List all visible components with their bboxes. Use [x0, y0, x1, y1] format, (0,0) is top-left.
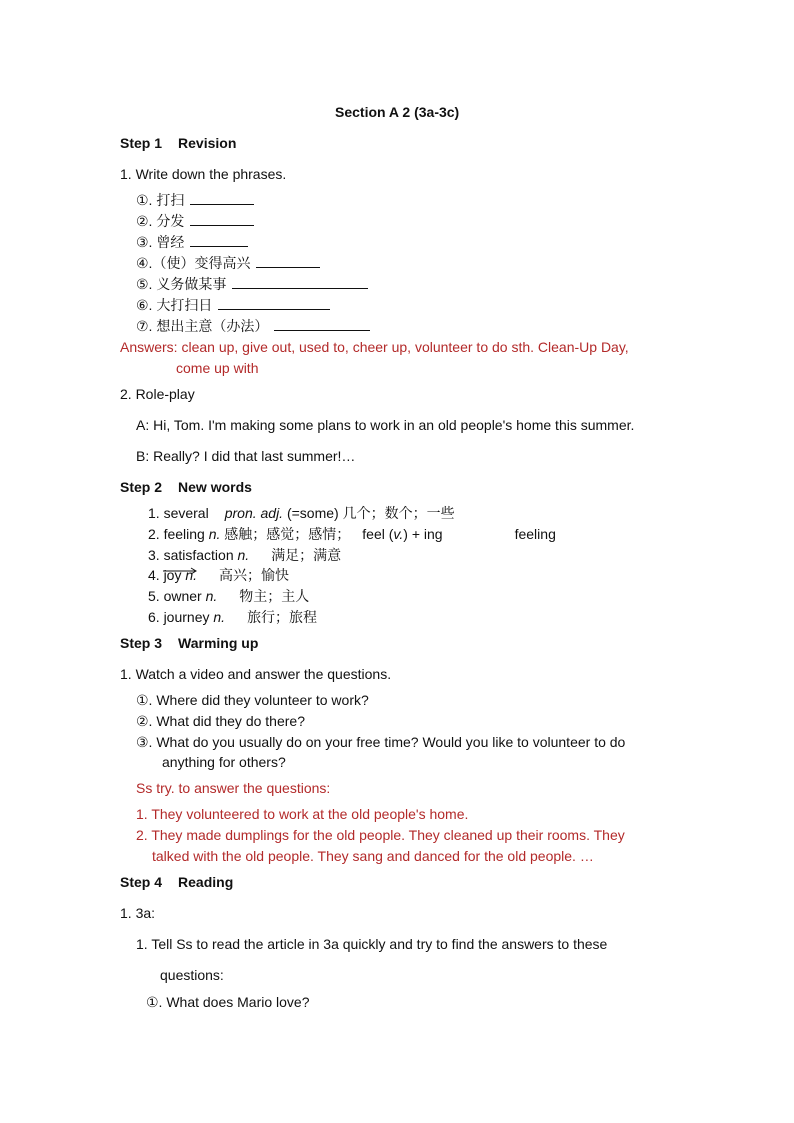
phrase-item: ④.（使）变得高兴	[136, 254, 320, 272]
step4-task1: 1. 3a:	[120, 905, 156, 921]
step1-answers-line1: Answers: clean up, give out, used to, cheer up, volunteer to do sth. Clean-Up Day,	[120, 339, 629, 355]
question-item-cont: anything for others?	[162, 754, 286, 770]
dialog-line-a: A: Hi, Tom. I'm making some plans to work in an old people's home this summer.	[136, 417, 635, 433]
step1-task1: 1. Write down the phrases.	[120, 166, 287, 182]
phrase-item: ⑤. 义务做某事	[136, 275, 368, 293]
step1-answers-line2: come up with	[176, 360, 259, 376]
step4-tell-cont: questions:	[160, 967, 224, 983]
question-item: ②. What did they do there?	[136, 713, 305, 729]
step3-answer2: 2. They made dumplings for the old people. They cleaned up their rooms. They	[136, 827, 625, 843]
step1-name: Revision	[178, 135, 237, 151]
step2-heading	[120, 478, 252, 496]
word-item: 4. joy n. 高兴；愉快	[148, 567, 290, 583]
step1-number: Step 1	[120, 135, 163, 151]
phrase-item: ⑥. 大打扫日	[136, 296, 330, 314]
step3-task1: 1. Watch a video and answer the questions.	[120, 666, 392, 682]
word-item: 5. owner n. 物主；主人	[148, 588, 310, 604]
word-item: 1. several pron. adj. (=some) 几个；数个；一些	[148, 505, 455, 521]
phrase-item: ②. 分发	[136, 212, 254, 230]
word-item: 6. journey n. 旅行；旅程	[148, 609, 318, 625]
word-item: 2. feeling n. 感触；感觉；感情； feel (v.) + ing feeling	[148, 526, 556, 542]
step3-try: Ss try. to answer the questions:	[136, 780, 331, 796]
question-item: ①. Where did they volunteer to work?	[136, 692, 369, 708]
phrase-item: ③. 曾经	[136, 233, 248, 251]
question-item: ③. What do you usually do on your free time? Would you like to volunteer to do	[136, 734, 626, 750]
step3-name: Warming up	[178, 635, 259, 651]
step3-answer2-cont: talked with the old people. They sang and danced for the old people. …	[152, 848, 594, 864]
step3-heading	[120, 634, 258, 652]
step3-answer1: 1. They volunteered to work at the old people's home.	[136, 806, 469, 822]
question-item: ①. What does Mario love?	[146, 994, 310, 1010]
phrase-item: ①. 打扫	[136, 191, 254, 209]
step4-name: Reading	[178, 874, 234, 890]
step2-number: Step 2	[120, 479, 163, 495]
step4-tell: 1. Tell Ss to read the article in 3a quickly and try to find the answers to these	[136, 936, 608, 952]
step2-name: New words	[178, 479, 252, 495]
step4-number: Step 4	[120, 874, 163, 890]
step1-task2: 2. Role-play	[120, 386, 195, 402]
step1-heading	[120, 134, 236, 152]
word-item: 3. satisfaction n. 满足；满意	[148, 547, 342, 563]
step4-heading	[120, 873, 233, 891]
step3-number: Step 3	[120, 635, 163, 651]
dialog-line-b: B: Really? I did that last summer!…	[136, 448, 356, 464]
phrase-item: ⑦. 想出主意（办法）	[136, 317, 370, 335]
page-title: Section A 2 (3a-3c)	[335, 104, 460, 120]
